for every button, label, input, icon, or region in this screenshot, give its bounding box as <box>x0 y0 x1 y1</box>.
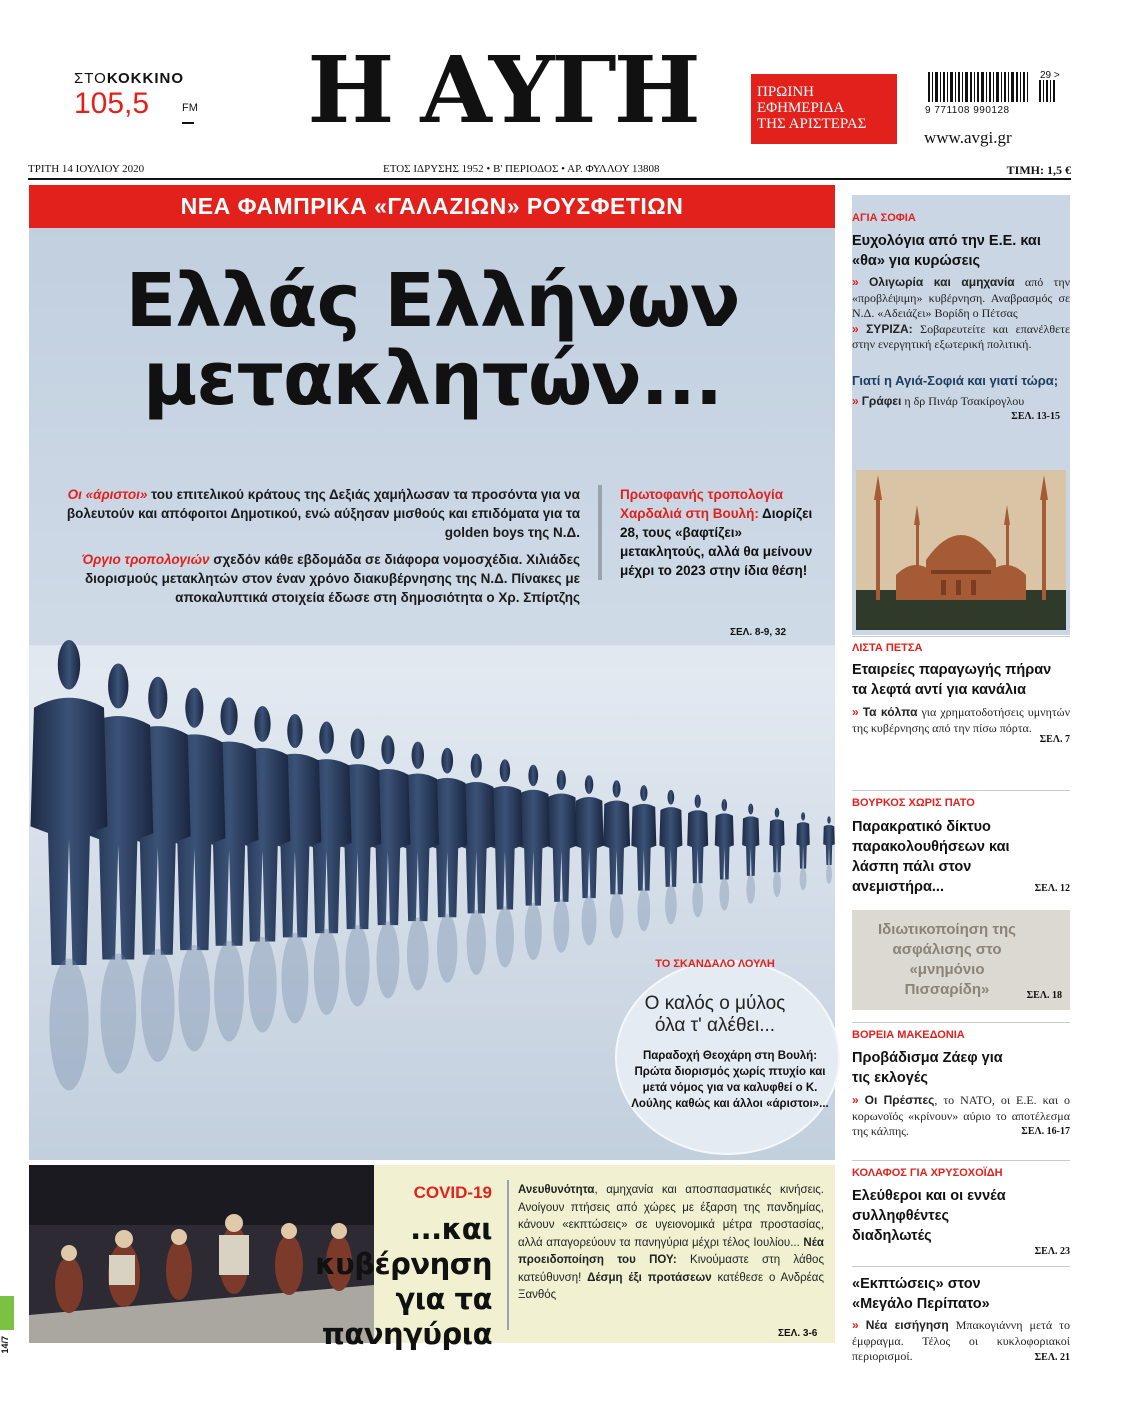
covid-kicker: COVID-19 <box>413 1183 492 1202</box>
divider <box>852 1266 1070 1267</box>
north-macedonia-story <box>852 1029 1070 1137</box>
story-page-ref[interactable]: ΣΕΛ. 16-17 <box>1021 1125 1070 1137</box>
story-page-ref[interactable]: ΣΕΛ. 13-15 <box>1011 411 1060 422</box>
covid-page-ref[interactable]: ΣΕΛ. 3-6 <box>778 1328 818 1339</box>
story-title: Ευχολόγια από την Ε.Ε. και «θα» για κυρώσεις <box>852 233 1041 269</box>
silhouette-reflection <box>214 941 244 1042</box>
website-link[interactable]: www.avgi.gr <box>924 128 1012 147</box>
story-page-ref[interactable]: ΣΕΛ. 21 <box>1034 1351 1070 1363</box>
silhouette-reflection <box>179 945 211 1052</box>
radio-logo: ΣΤΟΚΟΚΚΙΝΟ <box>74 70 184 87</box>
silhouette-reflection <box>281 933 308 1024</box>
parastate-story <box>852 797 1070 894</box>
story-body: » Νέα εισήγηση Μπακογιάννη μετά το έμφραγμα. Τέλος οι κυκλοφοριακοί περιορισμοί. <box>852 1318 1071 1363</box>
silhouette-reflection <box>467 910 486 975</box>
divider <box>852 636 1070 637</box>
story-page-ref[interactable]: ΣΕΛ. 18 <box>1026 990 1062 1001</box>
covid-headline: ...και κυβέρνηση για τα πανηγύρια <box>315 1212 492 1351</box>
radio-frequency: 105,5 <box>74 87 150 120</box>
issue-info: ΕΤΟΣ ΙΔΡΥΣΗΣ 1952 • Β' ΠΕΡΙΟΔΟΣ • ΑΡ. ΦΥΛΛΟΥ 13808 <box>383 163 660 175</box>
silhouette-reflection <box>800 867 807 890</box>
main-headline: Ελλάς Ελλήνων μετακλητών... <box>125 258 740 422</box>
protesters-story <box>852 1167 1070 1257</box>
radio-ad <box>74 70 199 121</box>
story-byline: » Γράφει η δρ Πινάρ Τσακίρογλου <box>852 393 1025 408</box>
silhouette-reflection <box>637 888 650 931</box>
story-title: Παρακρατικό δίκτυο παρακολουθήσεων και λάσπη πάλι στον ανεμιστήρα... <box>852 819 1010 895</box>
top-banner: ΝΕΑ ΦΑΜΠΡΙΚΑ «ΓΑΛΑΖΙΩΝ» ΡΟΥΣΦΕΤΙΩΝ <box>29 185 835 228</box>
silhouette-reflection <box>496 906 514 967</box>
silhouette-reflection <box>582 896 597 946</box>
masthead-rule <box>28 178 1071 180</box>
divider <box>852 1022 1070 1023</box>
insurance-box <box>852 910 1070 1010</box>
price: ΤΙΜΗ: 1,5 € <box>1006 163 1071 177</box>
silhouette-reflection <box>553 899 569 953</box>
story-body: » Οι Πρέσπες, το ΝΑΤΟ, οι Ε.Ε. και ο κορωνοϊός «κρίνουν» αύριο το αποτέλεσμα της κάλπης. <box>852 1093 1070 1138</box>
issue-code: 29 > <box>1040 70 1060 81</box>
silhouette-reflection <box>345 925 369 1006</box>
silhouette-reflection <box>665 885 677 924</box>
silhouette-reflection <box>525 903 542 960</box>
silhouette-reflection <box>141 949 175 1062</box>
story-page-ref[interactable]: ΣΕΛ. 12 <box>1034 883 1070 894</box>
story-body: » Τα κόλπα για χρηματοδοτήσεις υμνητών της κυβέρνησης από την πίσω πόρτα. <box>852 705 1070 735</box>
silhouette-reflection <box>826 864 832 884</box>
hagia-sophia-photo <box>856 470 1066 630</box>
story-title: Εταιρείες παραγωγής πήραν τα λεφτά αντί για κανάλια <box>852 662 1052 698</box>
silhouette-reflection <box>49 958 88 1090</box>
edge-color-tab <box>0 1296 14 1330</box>
story-kicker: ΛΙΣΤΑ ΠΕΤΣΑ <box>852 642 923 654</box>
main-sidebox: Πρωτοφανής τροπολογία Χαρδαλιά στη Βουλή: Διορίζει 28, τους «βαφτίζει» μετακλητούς, αλλά θα μείνουν μέχρι το 2023 στην ίδια θέση! <box>598 485 818 580</box>
silhouette-reflection <box>610 892 624 938</box>
bubble-kicker: ΤΟ ΣΚΑΝΔΑΛΟ ΛΟΥΛΗ <box>655 958 775 970</box>
covid-divider <box>507 1180 509 1330</box>
story-page-ref[interactable]: ΣΕΛ. 7 <box>1039 734 1070 745</box>
hagia-sophia-story <box>852 212 1070 422</box>
newspaper-tagline: ΠΡΩΙΝΗ ΕΦΗΜΕΡΙΔΑ ΤΗΣ ΑΡΙΣΤΕΡΑΣ <box>751 74 897 144</box>
silhouette-reflection <box>100 953 136 1073</box>
divider <box>852 790 1070 791</box>
great-walk-story <box>852 1274 1070 1363</box>
edge-date: 14/7 <box>0 1336 10 1354</box>
story-kicker: ΒΟΡΕΙΑ ΜΑΚΕΔΟΝΙΑ <box>852 1029 965 1041</box>
barcode-number: 9 771108 990128 <box>925 105 1010 116</box>
silhouette-reflection <box>746 874 755 903</box>
silhouette-reflection <box>437 914 457 983</box>
story-title: Ελεύθεροι και οι εννέα συλληφθέντες διαδηλωτές <box>852 1188 1006 1244</box>
divider <box>852 1160 1070 1161</box>
covid-body: Ανευθυνότητα, αμηχανία και αποσπασματικές κινήσεις. Ανοίγουν πτήσεις από χώρες με έξαρση της πανδημίας, κάνουν «εκπτώσεις» σε υγειονομικά μέτρα προστασίας, αλλά απαγορεύουν τα πανηγύρια μέχρι τέλος Ιουλίου... Νέα προειδοποίηση του ΠΟΥ: Κινούμαστε στη λάθος κατεύθυνση! Δέσμη έξι προτάσεων κατέθεσε ο Ανδρέας Ξανθός <box>518 1184 825 1301</box>
silhouette-reflection <box>376 921 399 998</box>
main-lead: Οι «άριστοι» του επιτελικού κράτους της Δεξιάς χαμήλωσαν τα προσόντα για να βολευτούν και απόφοιτοι Δημοτικού, ενώ αύξησαν μισθούς και επιδόματα για τα golden boys της Ν.Δ. Όργιο τροπολογιών σχεδόν κάθε εβδομάδα σε διάφορα νομοσχέδια. Χιλιάδες διορισμούς μετακλητών στον έναν χρόνο διακυβέρνησης της Ν.Δ. Πίνακες με αποκαλυπτικά στοιχεία έδωσε στη δημοσιότητα ο Χρ. Σπίρτζης <box>66 487 580 605</box>
story-subtitle: Γιατί η Αγιά-Σοφιά και γιατί τώρα; <box>852 372 1059 388</box>
story-title: «Εκπτώσεις» στον «Μεγάλο Περίπατο» <box>852 1276 990 1312</box>
silhouette-reflection <box>719 878 729 911</box>
bubble-body: Παραδοχή Θεοχάρη στη Βουλή: Πρώτα διορισμός χωρίς πτυχίο και μετά νόμος για να καλυφθεί ο Κ. Λούλης καθώς και άλλοι «άριστοι»... <box>631 1050 829 1110</box>
issue-date: ΤΡΙΤΗ 14 ΙΟΥΛΙΟΥ 2020 <box>28 163 145 175</box>
bubble-title: Ο καλός ο μύλος όλα τ' αλέθει... <box>644 993 786 1036</box>
newspaper-title: Η ΑΥΓΗ <box>307 36 698 144</box>
main-page-ref[interactable]: ΣΕΛ. 8-9, 32 <box>730 627 787 638</box>
story-title: Ιδιωτικοποίηση της ασφάλισης στο «μνημόνιο Πισσαρίδη» <box>878 921 1016 998</box>
story-kicker: ΒΟΥΡΚΟΣ ΧΩΡΙΣ ΠΑΤΟ <box>852 797 975 809</box>
story-title: Προβάδισμα Ζάεφ για τις εκλογές <box>852 1050 1003 1086</box>
story-page-ref[interactable]: ΣΕΛ. 23 <box>1034 1246 1070 1257</box>
story-body: » Ολιγωρία και αμηχανία από την «προβλέψιμη» κυβέρνηση. Αναβρασμός σε Ν.Δ. «Αδειάζει» Βορίδη ο Πέτσας » ΣΥΡΙΖΑ: Σοβαρευτείτε και επανέλθετε στην ενεργητική εξωτερική πολιτική. <box>852 275 1071 351</box>
silhouette-reflection <box>692 881 703 917</box>
silhouette-reflection <box>314 929 340 1015</box>
silhouette-reflection <box>248 937 276 1033</box>
petsas-list-story <box>852 642 1070 745</box>
dateline <box>28 163 1071 175</box>
silhouette-reflection <box>407 918 429 991</box>
silhouette-reflection <box>773 871 781 897</box>
story-kicker: ΑΓΙΑ ΣΟΦΙΑ <box>852 212 916 224</box>
story-kicker: ΚΟΛΑΦΟΣ ΓΙΑ ΧΡΥΣΟΧΟΪΔΗ <box>852 1167 1003 1179</box>
radio-band: FM <box>182 102 198 114</box>
